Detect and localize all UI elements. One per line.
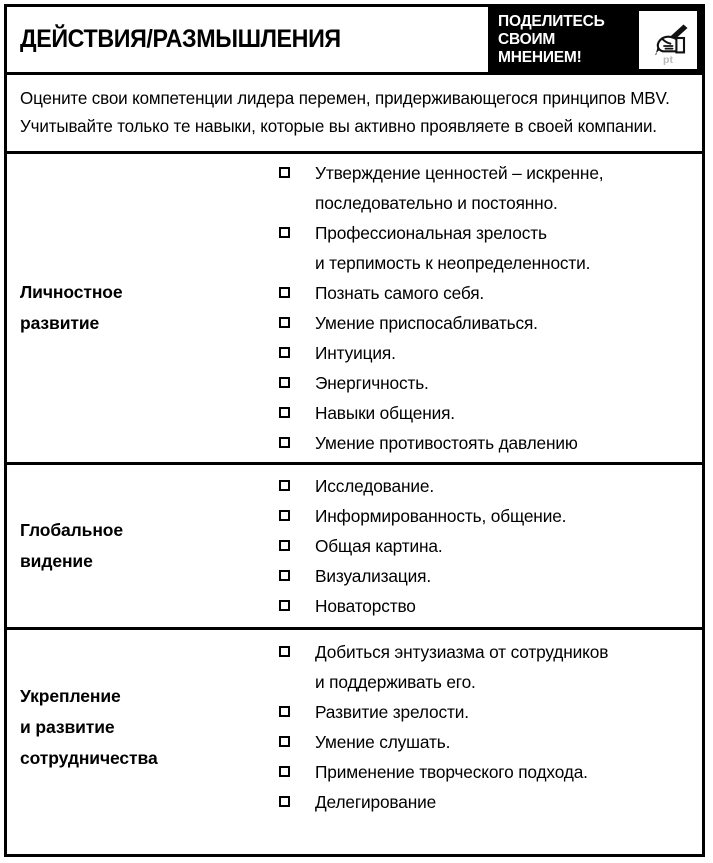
- checklist-item-label: Делегирование: [315, 792, 437, 812]
- checklist-item[interactable]: [279, 368, 702, 398]
- checklist-item-label: Энергичность.: [315, 373, 429, 393]
- checklist-item[interactable]: [279, 471, 702, 501]
- instructions-block: [7, 75, 702, 154]
- header-icon-cell: [634, 7, 702, 72]
- share-badge-line-3: МНЕНИЕМ!: [498, 48, 582, 66]
- checkbox-icon[interactable]: [279, 736, 290, 747]
- checklist-item[interactable]: [279, 637, 702, 697]
- checklist-item-label: Умение слушать.: [315, 732, 451, 752]
- header-bar: [7, 7, 702, 75]
- share-opinion-badge: [488, 7, 634, 72]
- page-title: ДЕЙСТВИЯ/РАЗМЫШЛЕНИЯ: [20, 25, 341, 53]
- checkbox-icon[interactable]: [279, 167, 290, 178]
- checkbox-icon[interactable]: [279, 347, 290, 358]
- section-label: [7, 515, 279, 577]
- checklist-item-label: Познать самого себя.: [315, 283, 485, 303]
- checklist-item[interactable]: [279, 398, 702, 428]
- checkbox-icon[interactable]: [279, 540, 290, 551]
- checklist-item[interactable]: [279, 218, 702, 278]
- worksheet-card: [4, 4, 705, 857]
- icon-caption: pt: [663, 53, 673, 65]
- checklist-item-label: Навыки общения.: [315, 403, 455, 423]
- checkbox-icon[interactable]: [279, 407, 290, 418]
- checklist-item-label: Утверждение ценностей – искренне, последовательно и постоянно.: [315, 163, 604, 213]
- checklist-item[interactable]: [279, 787, 702, 817]
- checklist-item[interactable]: [279, 727, 702, 757]
- checklist-item[interactable]: [279, 591, 702, 621]
- checkbox-icon[interactable]: [279, 287, 290, 298]
- competency-section-collaboration: [7, 630, 702, 824]
- checklist-item-label: Профессиональная зрелость и терпимость к неопределенности.: [315, 223, 591, 273]
- section-label-line: видение: [20, 551, 93, 571]
- checkbox-icon[interactable]: [279, 796, 290, 807]
- section-label-line: Личностное: [20, 282, 123, 302]
- checklist-item[interactable]: [279, 531, 702, 561]
- instructions-text: Оцените свои компетенции лидера перемен, придерживающегося принципов MBV. Учитывайте только те навыки, которые вы активно проявляете в своей компании.: [20, 88, 670, 136]
- checklist-item-label: Новаторство: [315, 596, 416, 616]
- checkbox-icon[interactable]: [279, 570, 290, 581]
- section-label-line: развитие: [20, 313, 100, 333]
- checkbox-icon[interactable]: [279, 317, 290, 328]
- checklist-item[interactable]: [279, 428, 702, 458]
- checklist-item[interactable]: [279, 697, 702, 727]
- checklist-item-label: Исследование.: [315, 476, 434, 496]
- checkbox-icon[interactable]: [279, 377, 290, 388]
- checkbox-icon[interactable]: [279, 600, 290, 611]
- section-label-line: Глобальное: [20, 520, 124, 540]
- section-label: [7, 277, 279, 339]
- checkbox-icon[interactable]: [279, 510, 290, 521]
- checkbox-icon[interactable]: [279, 227, 290, 238]
- checklist-item[interactable]: [279, 561, 702, 591]
- checklist-item-label: Умение противостоять давлению: [315, 433, 578, 453]
- checklist: [279, 150, 702, 466]
- hand-writing-pen-icon: [639, 11, 697, 69]
- checklist-item[interactable]: [279, 158, 702, 218]
- checklist-item-label: Визуализация.: [315, 566, 431, 586]
- checklist-item[interactable]: [279, 501, 702, 531]
- checklist-item-label: Развитие зрелости.: [315, 702, 469, 722]
- section-label-line: Укрепление: [20, 685, 121, 706]
- checkbox-icon[interactable]: [279, 437, 290, 448]
- checklist-item[interactable]: [279, 308, 702, 338]
- checklist-item[interactable]: [279, 338, 702, 368]
- checklist: [279, 629, 702, 825]
- share-badge-line-2: СВОИМ: [498, 30, 556, 48]
- checklist-item[interactable]: [279, 757, 702, 787]
- competency-section-personal-development: [7, 154, 702, 465]
- section-label-line: и развитие: [20, 716, 115, 737]
- header-title-cell: [7, 7, 488, 72]
- checklist-item-label: Информированность, общение.: [315, 506, 567, 526]
- section-label-line: сотрудничества: [20, 747, 158, 768]
- checklist: [279, 463, 702, 629]
- checkbox-icon[interactable]: [279, 766, 290, 777]
- checklist-item-label: Общая картина.: [315, 536, 443, 556]
- checklist-item-label: Интуиция.: [315, 343, 396, 363]
- share-badge-line-1: ПОДЕЛИТЕСЬ: [498, 12, 605, 30]
- checklist-item-label: Применение творческого подхода.: [315, 762, 588, 782]
- checklist-item-label: Умение приспосабливаться.: [315, 313, 538, 333]
- competency-section-global-vision: [7, 465, 702, 630]
- checkbox-icon[interactable]: [279, 480, 290, 491]
- checklist-item[interactable]: [279, 278, 702, 308]
- section-label: [7, 681, 279, 774]
- checklist-item-label: Добиться энтузиазма от сотрудников и поддерживать его.: [315, 642, 609, 692]
- checkbox-icon[interactable]: [279, 706, 290, 717]
- checkbox-icon[interactable]: [279, 646, 290, 657]
